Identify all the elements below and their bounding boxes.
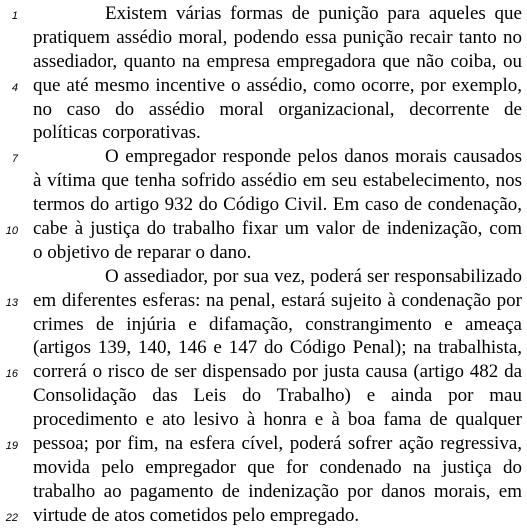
text-line-8: à vítima que tenha sofrido assédio em seu estabelecimento, nos bbox=[33, 170, 522, 191]
line-number-7: 7 bbox=[11, 153, 18, 165]
text-line-15: (artigos 139, 140, 146 e 147 do Código Penal); na trabalhista, bbox=[33, 337, 522, 358]
text-line-18: procedimento e ato lesivo à honra e à boa fama de qualquer bbox=[33, 409, 522, 430]
text-line-11: o objetivo de reparar o dano. bbox=[33, 242, 252, 263]
line-number-19: 19 bbox=[5, 440, 18, 452]
text-line-4: que até mesmo incentive o assédio, como ocorre, por exemplo, bbox=[33, 75, 522, 96]
text-line-12: O assediador, por sua vez, poderá ser responsabilizado bbox=[105, 266, 522, 287]
text-line-16: correrá o risco de ser dispensado por justa causa (artigo 482 da bbox=[33, 361, 522, 382]
line-number-13: 13 bbox=[5, 297, 18, 309]
text-line-13: em diferentes esferas: na penal, estará sujeito à condenação por bbox=[33, 290, 522, 311]
text-line-9: termos do artigo 932 do Código Civil. Em caso de condenação, bbox=[33, 194, 522, 215]
text-line-7: O empregador responde pelos danos morais causados bbox=[105, 146, 522, 167]
text-line-2: pratiquem assédio moral, podendo essa punição recair tanto no bbox=[33, 27, 522, 48]
text-line-19: pessoa; por fim, na esfera cível, poderá sofrer ação regressiva, bbox=[33, 433, 522, 454]
text-line-20: movida pelo empregador que for condenado na justiça do bbox=[33, 457, 522, 478]
line-number-4: 4 bbox=[11, 82, 18, 94]
text-line-14: crimes de injúria e difamação, constrangimento e ameaça bbox=[33, 314, 522, 335]
text-line-5: no caso do assédio moral organizacional, decorrente de bbox=[33, 99, 522, 120]
text-line-17: Consolidação das Leis do Trabalho) e ainda por mau bbox=[33, 385, 522, 406]
text-line-1: Existem várias formas de punição para aqueles que bbox=[105, 3, 522, 24]
line-number-1: 1 bbox=[11, 10, 18, 22]
text-line-21: trabalho ao pagamento de indenização por danos morais, em bbox=[33, 481, 522, 502]
text-line-10: cabe à justiça do trabalho fixar um valor de indenização, com bbox=[33, 218, 522, 239]
text-line-3: assediador, quanto na empresa empregadora que não coiba, ou bbox=[33, 51, 522, 72]
line-number-10: 10 bbox=[5, 225, 18, 237]
line-number-16: 16 bbox=[5, 368, 18, 380]
text-line-22: virtude de atos cometidos pelo empregado. bbox=[33, 505, 360, 526]
text-line-6: políticas corporativas. bbox=[33, 122, 201, 143]
line-number-22: 22 bbox=[5, 512, 18, 524]
